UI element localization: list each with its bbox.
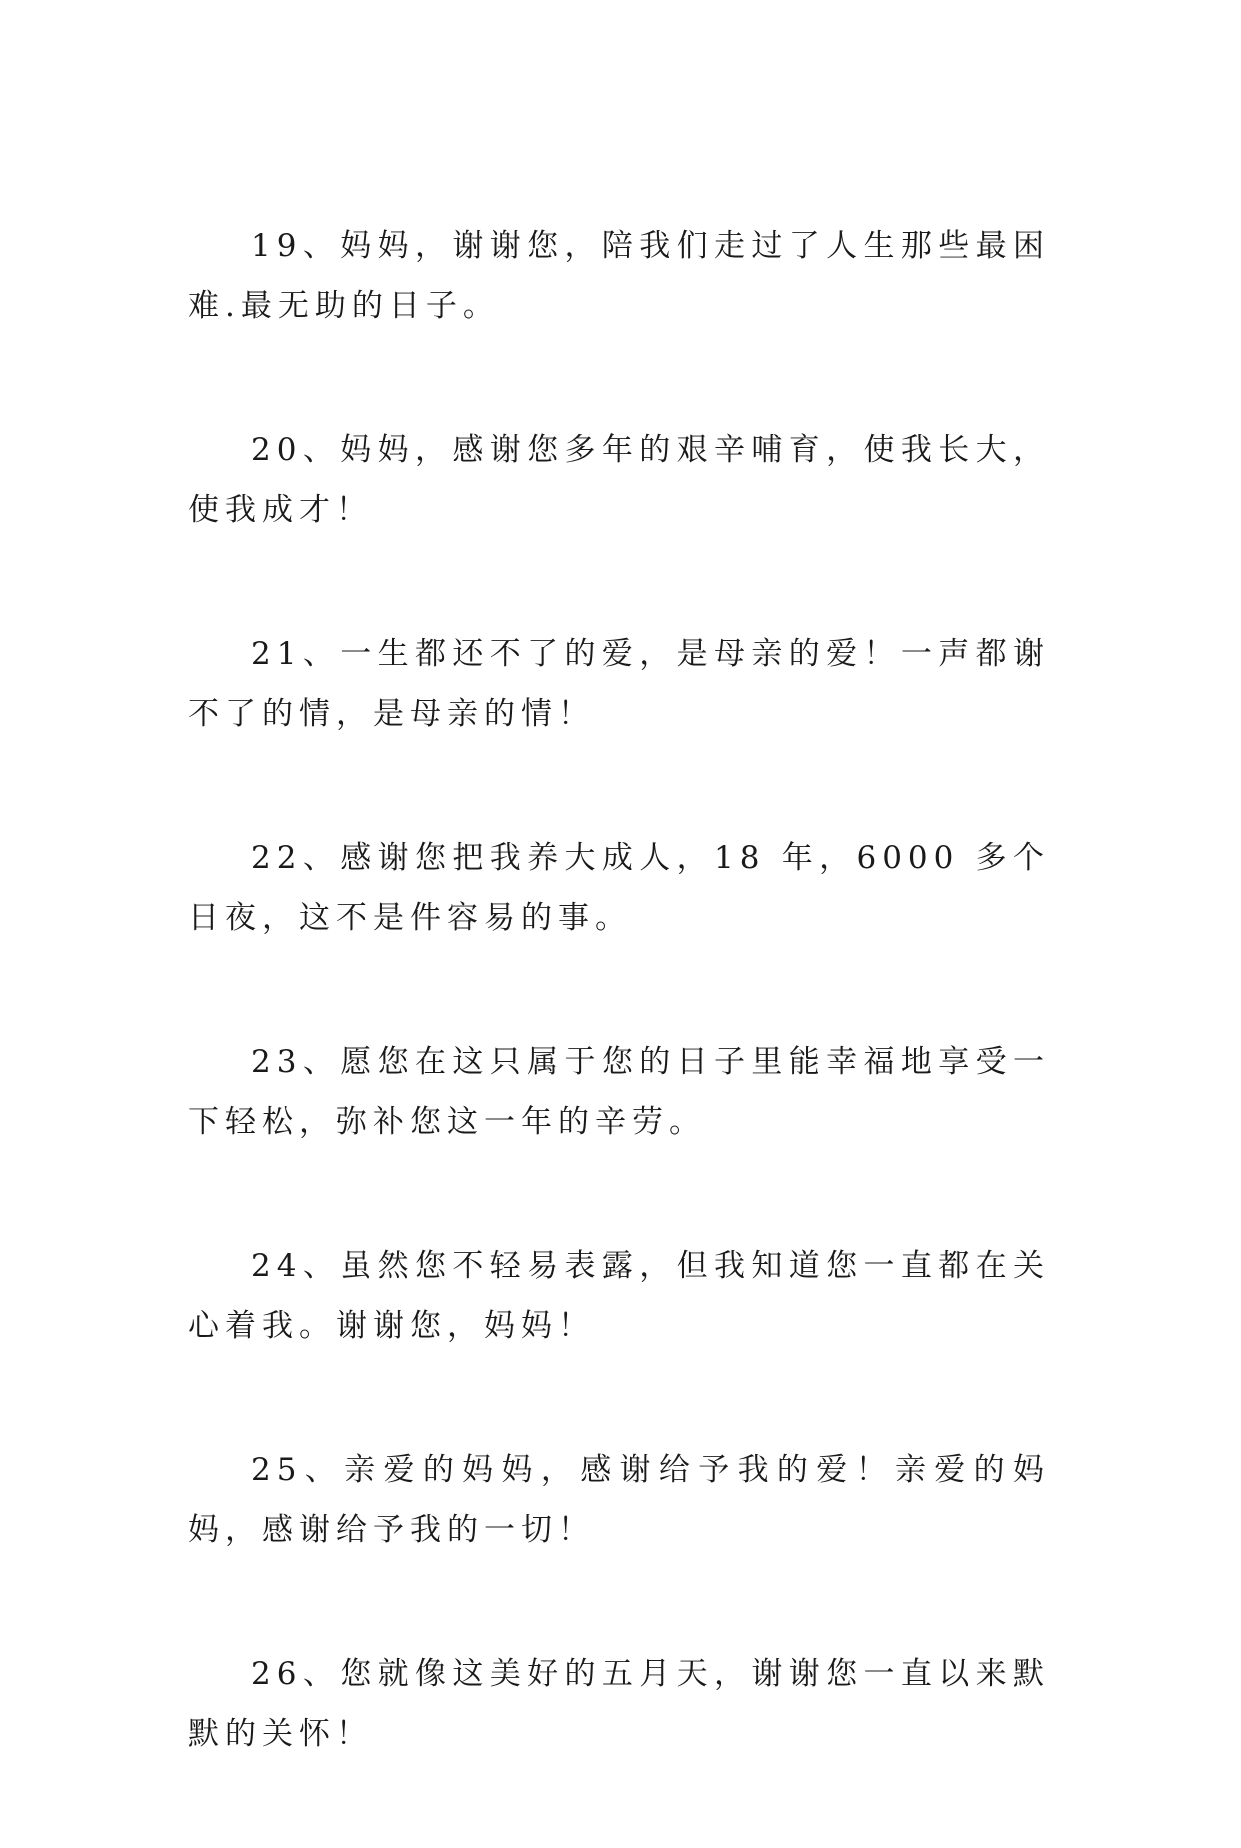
- paragraph-19: 19、妈妈，谢谢您，陪我们走过了人生那些最困难.最无助的日子。: [188, 228, 1050, 324]
- paragraph-21: 21、一生都还不了的爱，是母亲的爱！一声都谢不了的情，是母亲的情！: [188, 636, 1050, 732]
- document-body: [188, 216, 1050, 1848]
- paragraph-24: 24、虽然您不轻易表露，但我知道您一直都在关心着我。谢谢您，妈妈！: [188, 1248, 1050, 1344]
- paragraph-25: 25、亲爱的妈妈，感谢给予我的爱！亲爱的妈妈，感谢给予我的一切！: [188, 1452, 1050, 1548]
- paragraph-23: 23、愿您在这只属于您的日子里能幸福地享受一下轻松，弥补您这一年的辛劳。: [188, 1044, 1050, 1140]
- paragraph-22: 22、感谢您把我养大成人，18 年，6000 多个日夜，这不是件容易的事。: [188, 840, 1050, 936]
- paragraph-26: 26、您就像这美好的五月天，谢谢您一直以来默默的关怀！: [188, 1656, 1050, 1752]
- paragraph-20: 20、妈妈，感谢您多年的艰辛哺育，使我长大，使我成才！: [188, 432, 1050, 528]
